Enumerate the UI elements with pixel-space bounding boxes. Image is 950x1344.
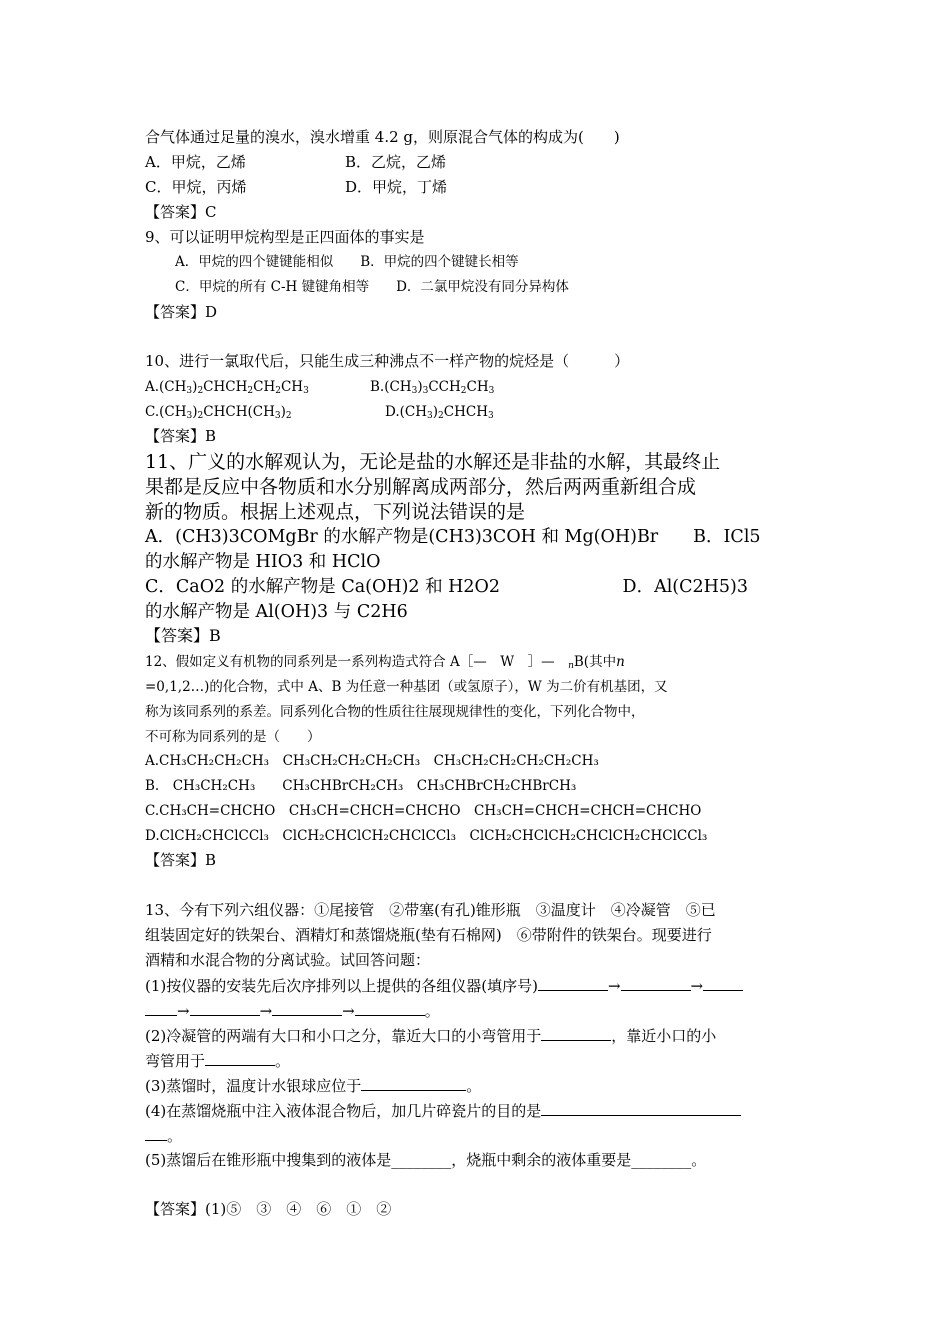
answer-blank — [190, 999, 260, 1016]
q11-line-1: 11、广义的水解观认为，无论是盐的水解还是非盐的水解，其最终止 — [145, 451, 721, 473]
answer-blank — [541, 1024, 611, 1041]
q9-options-cd: C．甲烷的所有 C-H 键键角相等 D．二氯甲烷没有同分异构体 — [175, 279, 569, 295]
q12-option-a: A.CH₃CH₂CH₂CH₃ CH₃CH₂CH₂CH₂CH₃ CH₃CH₂CH₂CH₂CH₂CH₃ — [145, 753, 599, 769]
q13-line-7: 弯管用于 。 — [145, 1049, 290, 1072]
q11-line-3: 新的物质。根据上述观点，下列说法错误的是 — [145, 501, 526, 523]
answer-blank — [541, 1099, 741, 1116]
q11-line-5: 的水解产物是 HIO3 和 HClO — [145, 552, 381, 572]
q13-line-2: 组装固定好的铁架台、酒精灯和蒸馏烧瓶(垫有石棉网) ⑥带附件的铁架台。现要进行 — [145, 926, 712, 944]
q9-answer: 【答案】D — [145, 303, 218, 321]
q13-line-8: (3)蒸馏时，温度计水银球应位于 。 — [145, 1074, 481, 1097]
q12-line-3: 称为该同系列的系差。同系列化合物的性质往往展现规律性的变化，下列化合物中， — [145, 704, 645, 720]
q11-line-4: A．(CH3)3COMgBr 的水解产物是(CH3)3COH 和 Mg(OH)Br B．ICl5 — [145, 527, 761, 547]
q10-answer: 【答案】B — [145, 427, 217, 445]
q10-option-b: $B.(CH_3)_3CCH_2CH_3$ — [370, 379, 495, 396]
answer-blank — [145, 999, 177, 1016]
q8-option-c: C．甲烷，丙烯 — [145, 178, 247, 196]
answer-blank — [361, 1074, 466, 1091]
q11-line-6: C．CaO2 的水解产物是 Ca(OH)2 和 H2O2 D．Al(C2H5)3 — [145, 577, 749, 597]
answer-blank — [703, 974, 743, 991]
q11-line-7: 的水解产物是 Al(OH)3 与 C2H6 — [145, 602, 408, 622]
q13-line-9: (4)在蒸馏烧瓶中注入液体混合物后，加几片碎瓷片的目的是 — [145, 1099, 741, 1122]
q8-answer: 【答案】C — [145, 203, 217, 221]
answer-blank — [355, 999, 425, 1016]
q12-answer: 【答案】B — [145, 851, 217, 869]
q11-answer: 【答案】B — [145, 626, 221, 645]
q13-answer: 【答案】(1)⑤ ③ ④ ⑥ ① ② — [145, 1200, 392, 1218]
answer-blank — [145, 1124, 167, 1141]
answer-blank — [272, 999, 342, 1016]
q13-line-1: 13、今有下列六组仪器：①尾接管 ②带塞(有孔)锥形瓶 ③温度计 ④冷凝管 ⑤已 — [145, 901, 716, 919]
q13-line-5: → → → 。 — [145, 999, 440, 1022]
q8-option-b: B．乙烷，乙烯 — [345, 153, 447, 171]
answer-blank — [205, 1049, 275, 1066]
q12-line-1: 12、假如定义有机物的同系列是一系列构造式符合 A［— W ］— $_n$B(其中n — [145, 654, 625, 671]
q13-line-11: (5)蒸馏后在锥形瓶中搜集到的液体是________，烧瓶中剩余的液体重要是________。 — [145, 1151, 707, 1169]
q12-option-d: D.ClCH₂CHClCCl₃ ClCH₂CHClCH₂CHClCCl₃ ClCH₂CHClCH₂CHClCH₂CHClCCl₃ — [145, 828, 708, 844]
q10-option-c: $C.(CH_3)_2CHCH(CH_3)_2$ — [145, 404, 292, 421]
q10-option-d: $D.(CH_3)_2CHCH_3$ — [385, 404, 494, 421]
q9-stem: 9、可以证明甲烷构型是正四面体的事实是 — [145, 228, 425, 246]
q13-line-10: 。 — [145, 1124, 182, 1147]
answer-blank — [621, 974, 691, 991]
q8-stem: 合气体通过足量的溴水，溴水增重 4.2 g，则原混合气体的构成为( ) — [145, 128, 620, 146]
q8-option-a: A．甲烷，乙烯 — [145, 153, 246, 171]
q8-option-d: D．甲烷，丁烯 — [345, 178, 448, 196]
q10-option-a: $A.(CH_3)_2CHCH_2CH_2CH_3$ — [145, 379, 309, 396]
q13-line-6: (2)冷凝管的两端有大口和小口之分，靠近大口的小弯管用于 ，靠近小口的小 — [145, 1024, 716, 1047]
q10-stem: 10、进行一氯取代后，只能生成三种沸点不一样产物的烷烃是（ ） — [145, 352, 630, 370]
q13-line-4: (1)按仪器的安装先后次序排列以上提供的各组仪器(填序号) → → — [145, 974, 743, 997]
q12-option-b: B. CH₃CH₂CH₃ CH₃CHBrCH₂CH₃ CH₃CHBrCH₂CHBrCH₃ — [145, 778, 577, 794]
q13-line-3: 酒精和水混合物的分离试验。试回答问题： — [145, 951, 431, 969]
q12-option-c: C.CH₃CH=CHCHO CH₃CH=CHCH=CHCHO CH₃CH=CHCH=CHCH=CHCHO — [145, 803, 702, 819]
answer-blank — [538, 974, 608, 991]
q9-options-ab: A．甲烷的四个键键能相似 B．甲烷的四个键键长相等 — [175, 254, 519, 270]
q11-line-2: 果都是反应中各物质和水分别解离成两部分，然后两两重新组合成 — [145, 476, 697, 498]
q12-line-4: 不可称为同系列的是（ ） — [145, 729, 321, 745]
q12-line-2: =0,1,2…)的化合物，式中 A、B 为任意一种基团（或氢原子），W 为二价有机基团，又 — [145, 679, 668, 695]
